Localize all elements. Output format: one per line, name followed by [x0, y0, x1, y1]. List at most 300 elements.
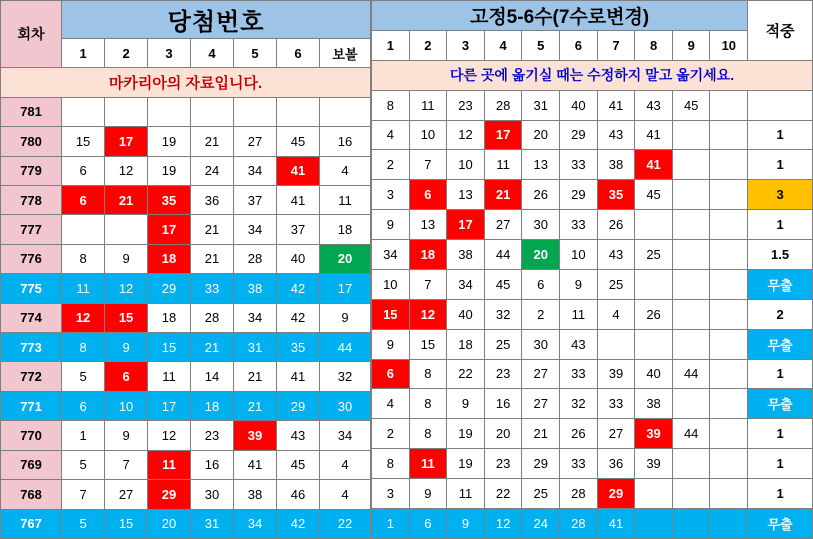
bonus-header: 보볼: [319, 38, 370, 67]
number-cell: 41: [597, 508, 635, 538]
number-cell: 9: [409, 479, 447, 509]
number-cell: [672, 299, 710, 329]
number-cell: 35: [597, 180, 635, 210]
fixed-numbers-table: [371, 0, 813, 539]
number-cell: 18: [191, 391, 234, 420]
left-rows: [1, 97, 371, 538]
number-cell: 21: [234, 391, 277, 420]
bonus-number-cell: 18: [319, 215, 370, 244]
number-cell: [234, 97, 277, 126]
number-cell: [635, 210, 673, 240]
number-cell: [672, 479, 710, 509]
number-cell: 10: [105, 391, 148, 420]
number-cell: 10: [409, 120, 447, 150]
number-cell: [710, 419, 748, 449]
number-cell: 6: [105, 362, 148, 391]
number-cell: 39: [234, 421, 277, 450]
table-row: [372, 120, 813, 150]
number-cell: 5: [62, 450, 105, 479]
number-cell: 11: [484, 150, 522, 180]
number-cell: 7: [409, 150, 447, 180]
number-cell: [191, 97, 234, 126]
number-cell: 41: [277, 156, 320, 185]
number-cell: 6: [62, 391, 105, 420]
number-cell: 29: [148, 480, 191, 509]
number-cell: 42: [277, 509, 320, 538]
round-cell: 769: [1, 450, 62, 479]
number-cell: 15: [105, 509, 148, 538]
right-title: 고정5-6수(7수로변경): [372, 1, 748, 31]
number-cell: 15: [62, 127, 105, 156]
table-row: [372, 180, 813, 210]
bonus-number-cell: 22: [319, 509, 370, 538]
right-note: 다른 곳에 옮기실 때는 수정하지 말고 옮기세요.: [372, 60, 813, 90]
number-cell: 30: [191, 480, 234, 509]
number-cell: 9: [372, 329, 410, 359]
table-row: [1, 97, 371, 126]
number-cell: 26: [560, 419, 598, 449]
number-cell: 20: [522, 240, 560, 270]
number-cell: [710, 329, 748, 359]
left-col-6: 6: [277, 38, 320, 67]
number-cell: [672, 240, 710, 270]
table-row: [1, 274, 371, 303]
number-cell: 14: [191, 362, 234, 391]
number-cell: 8: [62, 244, 105, 273]
right-column-header-row: [372, 30, 813, 60]
table-row: [1, 333, 371, 362]
number-cell: [710, 479, 748, 509]
number-cell: 33: [191, 274, 234, 303]
number-cell: [710, 508, 748, 538]
right-note-row: [372, 60, 813, 90]
number-cell: 31: [191, 509, 234, 538]
number-cell: [710, 389, 748, 419]
number-cell: [710, 240, 748, 270]
number-cell: 16: [484, 389, 522, 419]
table-row: [372, 389, 813, 419]
right-col-7: 7: [597, 30, 635, 60]
round-cell: 773: [1, 333, 62, 362]
right-col-8: 8: [635, 30, 673, 60]
number-cell: 10: [372, 269, 410, 299]
number-cell: 38: [447, 240, 485, 270]
number-cell: 30: [522, 329, 560, 359]
number-cell: 36: [597, 449, 635, 479]
number-cell: 28: [234, 244, 277, 273]
number-cell: 8: [372, 90, 410, 120]
bonus-number-cell: 44: [319, 333, 370, 362]
number-cell: [710, 120, 748, 150]
round-header: 회차: [1, 1, 62, 68]
right-col-5: 5: [522, 30, 560, 60]
number-cell: 34: [372, 240, 410, 270]
number-cell: 34: [234, 215, 277, 244]
number-cell: 19: [447, 419, 485, 449]
number-cell: 21: [191, 333, 234, 362]
table-row: [1, 156, 371, 185]
number-cell: 25: [522, 479, 560, 509]
number-cell: 26: [635, 299, 673, 329]
number-cell: 38: [234, 480, 277, 509]
number-cell: 13: [409, 210, 447, 240]
hit-cell: 3: [748, 180, 813, 210]
number-cell: 8: [409, 359, 447, 389]
number-cell: 35: [277, 333, 320, 362]
number-cell: 43: [597, 120, 635, 150]
right-col-3: 3: [447, 30, 485, 60]
number-cell: 3: [372, 180, 410, 210]
left-col-2: 2: [105, 38, 148, 67]
bonus-number-cell: 32: [319, 362, 370, 391]
number-cell: 43: [560, 329, 598, 359]
table-row: [1, 421, 371, 450]
number-cell: 6: [372, 359, 410, 389]
number-cell: 43: [635, 90, 673, 120]
left-col-4: 4: [191, 38, 234, 67]
number-cell: 33: [560, 449, 598, 479]
number-cell: [277, 97, 320, 126]
number-cell: 29: [277, 391, 320, 420]
number-cell: 41: [277, 185, 320, 214]
number-cell: 15: [372, 299, 410, 329]
number-cell: 41: [635, 150, 673, 180]
number-cell: 21: [105, 185, 148, 214]
number-cell: 42: [277, 303, 320, 332]
number-cell: 9: [105, 421, 148, 450]
number-cell: 8: [372, 449, 410, 479]
hit-header: 적중: [748, 1, 813, 61]
round-cell: 780: [1, 127, 62, 156]
number-cell: 20: [522, 120, 560, 150]
number-cell: 31: [522, 90, 560, 120]
number-cell: 30: [522, 210, 560, 240]
number-cell: [62, 215, 105, 244]
number-cell: 46: [277, 480, 320, 509]
number-cell: 28: [560, 508, 598, 538]
table-row: [372, 419, 813, 449]
number-cell: 27: [597, 419, 635, 449]
hit-cell: 무출: [748, 389, 813, 419]
table-row: [1, 303, 371, 332]
number-cell: 3: [372, 479, 410, 509]
table-row: [372, 449, 813, 479]
number-cell: 39: [635, 419, 673, 449]
right-col-9: 9: [672, 30, 710, 60]
number-cell: 8: [409, 419, 447, 449]
number-cell: 4: [597, 299, 635, 329]
number-cell: 1: [372, 508, 410, 538]
number-cell: 41: [234, 450, 277, 479]
number-cell: 44: [672, 419, 710, 449]
left-title-row: [1, 1, 371, 39]
number-cell: 6: [62, 156, 105, 185]
number-cell: 11: [409, 449, 447, 479]
number-cell: 9: [105, 333, 148, 362]
number-cell: 42: [277, 274, 320, 303]
number-cell: 25: [597, 269, 635, 299]
number-cell: 9: [447, 389, 485, 419]
table-row: [1, 215, 371, 244]
number-cell: 12: [409, 299, 447, 329]
number-cell: 2: [522, 299, 560, 329]
right-rows: [372, 90, 813, 538]
number-cell: 27: [234, 127, 277, 156]
number-cell: 19: [148, 156, 191, 185]
number-cell: 9: [105, 244, 148, 273]
number-cell: [672, 449, 710, 479]
number-cell: [672, 210, 710, 240]
number-cell: 27: [522, 359, 560, 389]
hit-cell: [748, 90, 813, 120]
table-row: [1, 185, 371, 214]
number-cell: 6: [409, 180, 447, 210]
table-row: [372, 240, 813, 270]
number-cell: [710, 449, 748, 479]
number-cell: 5: [62, 509, 105, 538]
number-cell: 11: [148, 362, 191, 391]
number-cell: 45: [277, 127, 320, 156]
bonus-number-cell: 16: [319, 127, 370, 156]
number-cell: 24: [191, 156, 234, 185]
left-title: 당첨번호: [62, 1, 371, 39]
round-cell: 781: [1, 97, 62, 126]
number-cell: 23: [484, 359, 522, 389]
number-cell: 23: [191, 421, 234, 450]
number-cell: 33: [597, 389, 635, 419]
table-row: [372, 90, 813, 120]
number-cell: 38: [597, 150, 635, 180]
left-col-1: 1: [62, 38, 105, 67]
number-cell: 18: [148, 244, 191, 273]
table-row: [372, 479, 813, 509]
right-title-row: [372, 1, 813, 31]
hit-cell: 1: [748, 120, 813, 150]
number-cell: [105, 215, 148, 244]
number-cell: [635, 329, 673, 359]
number-cell: 21: [191, 244, 234, 273]
table-row: [372, 359, 813, 389]
hit-cell: 무출: [748, 329, 813, 359]
table-row: [372, 150, 813, 180]
number-cell: 36: [191, 185, 234, 214]
number-cell: 6: [62, 185, 105, 214]
right-col-6: 6: [560, 30, 598, 60]
round-cell: 770: [1, 421, 62, 450]
number-cell: 44: [672, 359, 710, 389]
number-cell: 27: [522, 389, 560, 419]
number-cell: [672, 120, 710, 150]
round-cell: 768: [1, 480, 62, 509]
table-row: [1, 450, 371, 479]
number-cell: 41: [597, 90, 635, 120]
number-cell: [672, 329, 710, 359]
number-cell: 21: [191, 215, 234, 244]
number-cell: [710, 180, 748, 210]
hit-cell: 1: [748, 150, 813, 180]
number-cell: 11: [409, 90, 447, 120]
round-cell: 772: [1, 362, 62, 391]
number-cell: 38: [635, 389, 673, 419]
round-cell: 774: [1, 303, 62, 332]
number-cell: 10: [560, 240, 598, 270]
number-cell: 22: [484, 479, 522, 509]
number-cell: 6: [409, 508, 447, 538]
number-cell: 26: [522, 180, 560, 210]
number-cell: 39: [635, 449, 673, 479]
number-cell: 44: [484, 240, 522, 270]
number-cell: 33: [560, 359, 598, 389]
number-cell: 12: [484, 508, 522, 538]
number-cell: [710, 269, 748, 299]
number-cell: [672, 389, 710, 419]
number-cell: 33: [560, 210, 598, 240]
number-cell: 19: [148, 127, 191, 156]
number-cell: 40: [560, 90, 598, 120]
number-cell: [597, 329, 635, 359]
number-cell: 25: [484, 329, 522, 359]
bonus-number-cell: 4: [319, 156, 370, 185]
number-cell: 11: [62, 274, 105, 303]
number-cell: 7: [409, 269, 447, 299]
number-cell: 17: [148, 391, 191, 420]
number-cell: 11: [560, 299, 598, 329]
number-cell: 12: [148, 421, 191, 450]
number-cell: 25: [635, 240, 673, 270]
number-cell: 8: [62, 333, 105, 362]
number-cell: 15: [105, 303, 148, 332]
number-cell: 6: [522, 269, 560, 299]
number-cell: 45: [484, 269, 522, 299]
round-cell: 777: [1, 215, 62, 244]
number-cell: 17: [484, 120, 522, 150]
hit-cell: 2: [748, 299, 813, 329]
number-cell: 24: [522, 508, 560, 538]
table-row: [1, 362, 371, 391]
hit-cell: 1: [748, 419, 813, 449]
number-cell: 41: [635, 120, 673, 150]
number-cell: [710, 150, 748, 180]
number-cell: 13: [447, 180, 485, 210]
number-cell: [62, 97, 105, 126]
number-cell: 34: [234, 156, 277, 185]
number-cell: [635, 269, 673, 299]
number-cell: [672, 150, 710, 180]
number-cell: 40: [277, 244, 320, 273]
number-cell: 17: [447, 210, 485, 240]
number-cell: [672, 180, 710, 210]
hit-cell: 1.5: [748, 240, 813, 270]
number-cell: 15: [148, 333, 191, 362]
number-cell: 12: [447, 120, 485, 150]
number-cell: 29: [148, 274, 191, 303]
number-cell: 38: [234, 274, 277, 303]
number-cell: 34: [447, 269, 485, 299]
number-cell: 40: [635, 359, 673, 389]
hit-cell: 1: [748, 210, 813, 240]
number-cell: 20: [484, 419, 522, 449]
number-cell: 4: [372, 389, 410, 419]
number-cell: 22: [447, 359, 485, 389]
number-cell: 39: [597, 359, 635, 389]
number-cell: [672, 269, 710, 299]
number-cell: 12: [62, 303, 105, 332]
number-cell: 21: [484, 180, 522, 210]
bonus-number-cell: 11: [319, 185, 370, 214]
winning-numbers-table: [0, 0, 371, 539]
number-cell: 11: [447, 479, 485, 509]
number-cell: 21: [522, 419, 560, 449]
left-note-row: [1, 68, 371, 97]
number-cell: 12: [105, 156, 148, 185]
right-col-1: 1: [372, 30, 410, 60]
number-cell: 17: [148, 215, 191, 244]
round-cell: 778: [1, 185, 62, 214]
number-cell: 40: [447, 299, 485, 329]
number-cell: 43: [597, 240, 635, 270]
table-row: [1, 391, 371, 420]
number-cell: 19: [447, 449, 485, 479]
table-row: [372, 299, 813, 329]
table-row: [372, 210, 813, 240]
number-cell: [635, 508, 673, 538]
hit-cell: 1: [748, 479, 813, 509]
number-cell: 1: [62, 421, 105, 450]
bonus-number-cell: 4: [319, 450, 370, 479]
number-cell: [105, 97, 148, 126]
number-cell: 15: [409, 329, 447, 359]
number-cell: 8: [409, 389, 447, 419]
number-cell: [672, 508, 710, 538]
number-cell: 9: [560, 269, 598, 299]
round-cell: 776: [1, 244, 62, 273]
number-cell: 5: [62, 362, 105, 391]
hit-cell: 1: [748, 449, 813, 479]
number-cell: 13: [522, 150, 560, 180]
right-col-2: 2: [409, 30, 447, 60]
number-cell: 28: [560, 479, 598, 509]
number-cell: [710, 90, 748, 120]
number-cell: 28: [484, 90, 522, 120]
number-cell: 27: [105, 480, 148, 509]
number-cell: 37: [277, 215, 320, 244]
number-cell: [148, 97, 191, 126]
number-cell: 17: [105, 127, 148, 156]
number-cell: 32: [484, 299, 522, 329]
number-cell: 2: [372, 150, 410, 180]
number-cell: 27: [484, 210, 522, 240]
number-cell: 29: [560, 180, 598, 210]
number-cell: [710, 299, 748, 329]
round-cell: 775: [1, 274, 62, 303]
number-cell: 29: [522, 449, 560, 479]
number-cell: 29: [560, 120, 598, 150]
left-col-5: 5: [234, 38, 277, 67]
bonus-number-cell: 34: [319, 421, 370, 450]
number-cell: 28: [191, 303, 234, 332]
number-cell: 21: [234, 362, 277, 391]
table-row: [372, 508, 813, 538]
bonus-number-cell: 4: [319, 480, 370, 509]
bonus-number-cell: 17: [319, 274, 370, 303]
number-cell: 7: [105, 450, 148, 479]
hit-cell: 무출: [748, 508, 813, 538]
number-cell: 23: [484, 449, 522, 479]
table-row: [372, 269, 813, 299]
number-cell: [635, 479, 673, 509]
number-cell: 32: [560, 389, 598, 419]
hit-cell: 무출: [748, 269, 813, 299]
